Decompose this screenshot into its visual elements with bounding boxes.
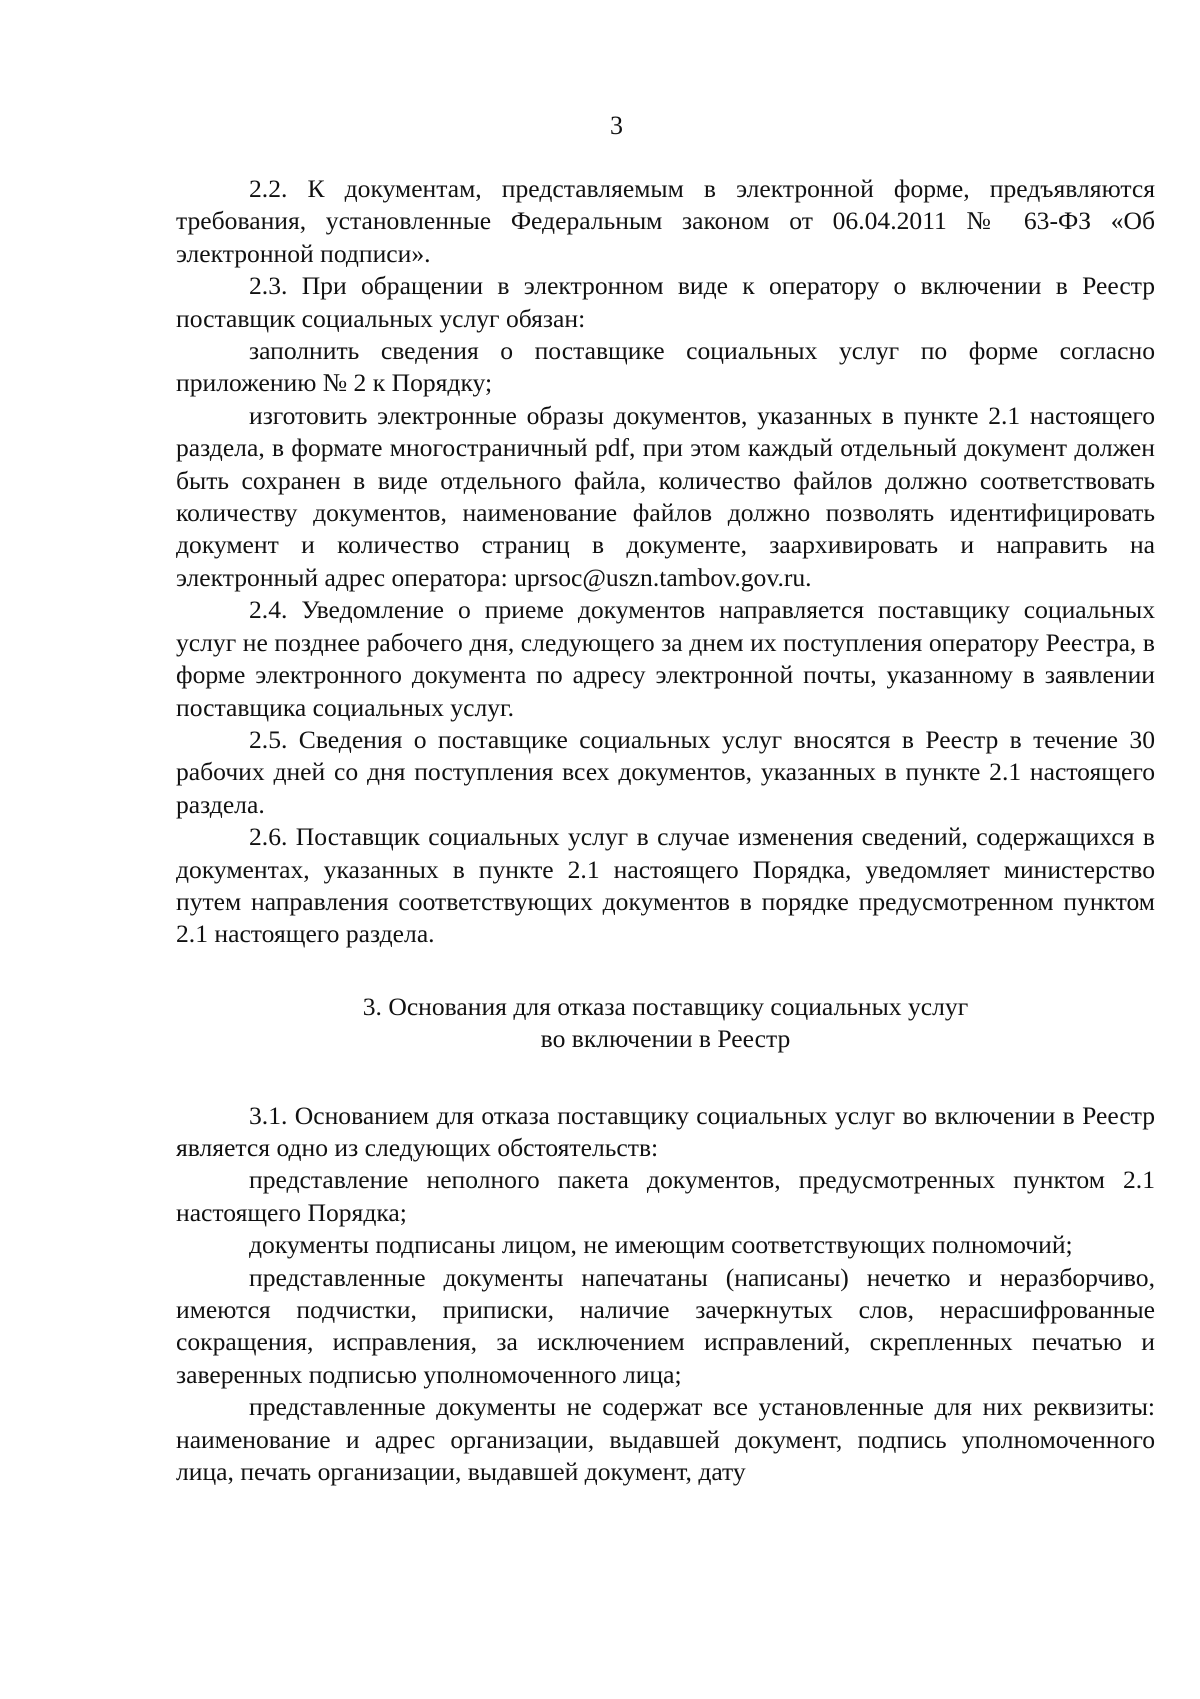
section-3-heading <box>176 991 1155 1056</box>
paragraph-2-3-item-fill-info: заполнить сведения о поставщике социальных услуг по форме согласно приложению № 2 к Порядку; <box>176 336 1155 398</box>
page-number: 3 <box>610 111 623 140</box>
paragraph-2-4: 2.4. Уведомление о приеме документов направляется поставщику социальных услуг не позднее рабочего дня, следующего за днем их поступления оператору Реестра, в форме электронного документа по адресу электронной почты, указанному в заявлении поставщика социальных услуг. <box>176 595 1155 722</box>
paragraph-2-5: 2.5. Сведения о поставщике социальных услуг вносятся в Реестр в течение 30 рабочих дней со дня поступления всех документов, указанных в пункте 2.1 настоящего раздела. <box>176 724 1155 819</box>
paragraph-2-3: 2.3. При обращении в электронном виде к оператору о включении в Реестр поставщик социальных услуг обязан: <box>176 271 1155 333</box>
paragraph-3-1-item-illegible: представленные документы напечатаны (написаны) нечетко и неразборчиво, имеются подчистки, приписки, наличие зачеркнутых слов, нерасшифрованные сокращения, исправления, за исключением исправлений, скрепленных печатью и заверенных подписью уполномоченного лица; <box>176 1262 1155 1389</box>
paragraph-3-1-item-missing-requisites: представленные документы не содержат все установленные для них реквизиты: наименование и адрес организации, выдавшей документ, подпись уполномоченного лица, печать организации, выдавшей документ, дату <box>176 1392 1155 1487</box>
paragraph-2-3-item-make-images: изготовить электронные образы документов, указанных в пункте 2.1 настоящего раздела, в формате многостраничный pdf, при этом каждый отдельный документ должен быть сохранен в виде отдельного файла, количество файлов должно соответствовать количеству документов, наименование файлов должно позволять идентифицировать документ и количество страниц в документе, заархивировать и направить на электронный адрес оператора: uprsoc@uszn.tambov.gov.ru. <box>176 400 1155 592</box>
paragraph-3-1-item-unauthorized: документы подписаны лицом, не имеющим соответствующих полномочий; <box>249 1230 1073 1260</box>
paragraph-3-1-item-incomplete: представление неполного пакета документов, предусмотренных пунктом 2.1 настоящего Порядка; <box>176 1165 1155 1227</box>
section-3-heading-line-2: во включении в Реестр <box>540 1024 791 1054</box>
paragraph-2-6: 2.6. Поставщик социальных услуг в случае изменения сведений, содержащихся в документах, указанных в пункте 2.1 настоящего Порядка, уведомляет министерство путем направления соответствующих документов в порядке предусмотренном пунктом 2.1 настоящего раздела. <box>176 822 1155 949</box>
document-body <box>176 173 1155 1488</box>
section-3-heading-line-1: 3. Основания для отказа поставщику социальных услуг <box>362 991 969 1021</box>
paragraph-2-2: 2.2. К документам, представляемым в электронной форме, предъявляются требования, установленные Федеральным законом от 06.04.2011 № 63-ФЗ «Об электронной подписи». <box>176 174 1155 268</box>
paragraph-3-1: 3.1. Основанием для отказа поставщику социальных услуг во включении в Реестр является одно из следующих обстоятельств: <box>176 1100 1155 1162</box>
